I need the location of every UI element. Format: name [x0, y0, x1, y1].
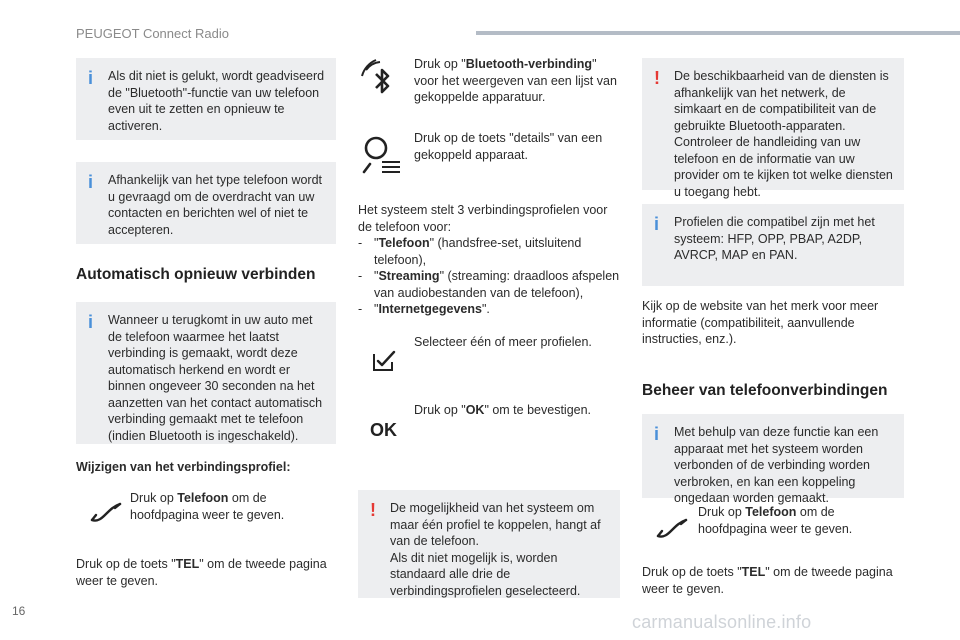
info-icon: i	[88, 312, 94, 332]
note-text: Afhankelijk van het type telefoon wordt u gevraagd om de overdracht van uw contacten en berichten wel of niet te accepteren.	[108, 173, 323, 237]
list-item: - "Telefoon" (handsfree-set, uitsluitend telefoon),	[358, 236, 582, 267]
warning-note-service-availability	[642, 58, 904, 199]
info-note-manage-connections	[642, 414, 904, 505]
warning-icon: !	[370, 500, 376, 520]
profiles-intro: Het systeem stelt 3 verbindingsprofielen voor de telefoon voor:	[358, 203, 608, 234]
checkbox-select-icon	[372, 350, 396, 372]
details-search-icon	[362, 134, 404, 174]
step-press-ok: Druk op "OK" om te bevestigen.	[414, 403, 592, 417]
header-bar	[476, 31, 960, 35]
profiles-list	[358, 235, 620, 318]
step-press-tel: Druk op de toets "TEL" om de tweede pagina weer te geven.	[76, 557, 327, 588]
list-item: - "Streaming" (streaming: draadloos afspelen van audiobestanden van de telefoon),	[358, 269, 620, 300]
website-info-text: Kijk op de website van het merk voor meer informatie (compatibiliteit, aanvullende instructies, enz.).	[642, 299, 879, 346]
subheading-change-profile: Wijzigen van het verbindingsprofiel:	[76, 460, 291, 474]
section-heading-manage-connections: Beheer van telefoonverbindingen	[642, 382, 888, 399]
watermark: carmanualsonline.info	[632, 612, 812, 632]
note-text: De beschikbaarheid van de diensten is afhankelijk van het netwerk, de simkaart en de compatibiliteit van de gebruikte Bluetooth-apparaten. Controleer de handleiding van uw telefoon en de informatie van uw provider om te kijken tot welke diensten u toegang hebt.	[674, 69, 893, 199]
info-icon: i	[88, 172, 94, 192]
note-text: Als dit niet is gelukt, wordt geadviseerd de "Bluetooth"-functie van uw telefoon even uit te zetten en opnieuw te activeren.	[108, 69, 325, 133]
step-press-details: Druk op de toets "details" van een gekoppeld apparaat.	[414, 131, 603, 162]
ok-icon: OK	[370, 420, 397, 440]
note-text: Wanneer u terugkomt in uw auto met de telefoon waarmee het laatst verbinding is gemaakt, wordt deze automatisch herkend en wordt er binnen ongeveer 30 seconden na het aanzetten van het contact automatisch verbinding gemaakt met te telefoon (indien Bluetooth is ingeschakeld).	[108, 313, 323, 443]
warning-note-one-profile	[358, 490, 620, 598]
info-note-bluetooth-reset	[76, 58, 336, 140]
step-select-profiles: Selecteer één of meer profielen.	[414, 335, 592, 349]
bluetooth-icon	[358, 58, 404, 104]
step-press-bluetooth-connection: Druk op "Bluetooth-verbinding" voor het weergeven van een lijst van gekoppelde apparatuur.	[414, 57, 617, 104]
note-text: Met behulp van deze functie kan een apparaat met het systeem worden verbonden of de verbinding worden verbroken, en kan een koppeling ongedaan worden gemaakt.	[674, 425, 879, 505]
step-press-telefoon: Druk op Telefoon om de hoofdpagina weer te geven.	[130, 491, 285, 522]
info-note-auto-reconnect	[76, 302, 336, 444]
phone-icon	[654, 514, 690, 542]
note-text: Profielen die compatibel zijn met het systeem: HFP, OPP, PBAP, A2DP, AVRCP, MAP en PAN.	[674, 215, 875, 262]
info-note-compatible-profiles	[642, 204, 904, 286]
info-icon: i	[654, 214, 660, 234]
list-item: - "Internetgegevens".	[358, 302, 490, 316]
warning-icon: !	[654, 68, 660, 88]
step-press-telefoon: Druk op Telefoon om de hoofdpagina weer te geven.	[698, 505, 853, 536]
header-title: PEUGEOT Connect Radio	[76, 26, 229, 41]
info-note-contacts-transfer	[76, 162, 336, 244]
phone-icon	[88, 498, 124, 526]
section-heading-auto-reconnect: Automatisch opnieuw verbinden	[76, 266, 316, 283]
page-number: 16	[12, 604, 26, 618]
info-icon: i	[654, 424, 660, 444]
info-icon: i	[88, 68, 94, 88]
note-text: De mogelijkheid van het systeem om maar één profiel te koppelen, hangt af van de telefoon. Als dit niet mogelijk is, worden standaard alle drie de verbindingsprofielen geselecteerd.	[390, 501, 601, 598]
step-press-tel: Druk op de toets "TEL" om de tweede pagina weer te geven.	[642, 565, 893, 596]
